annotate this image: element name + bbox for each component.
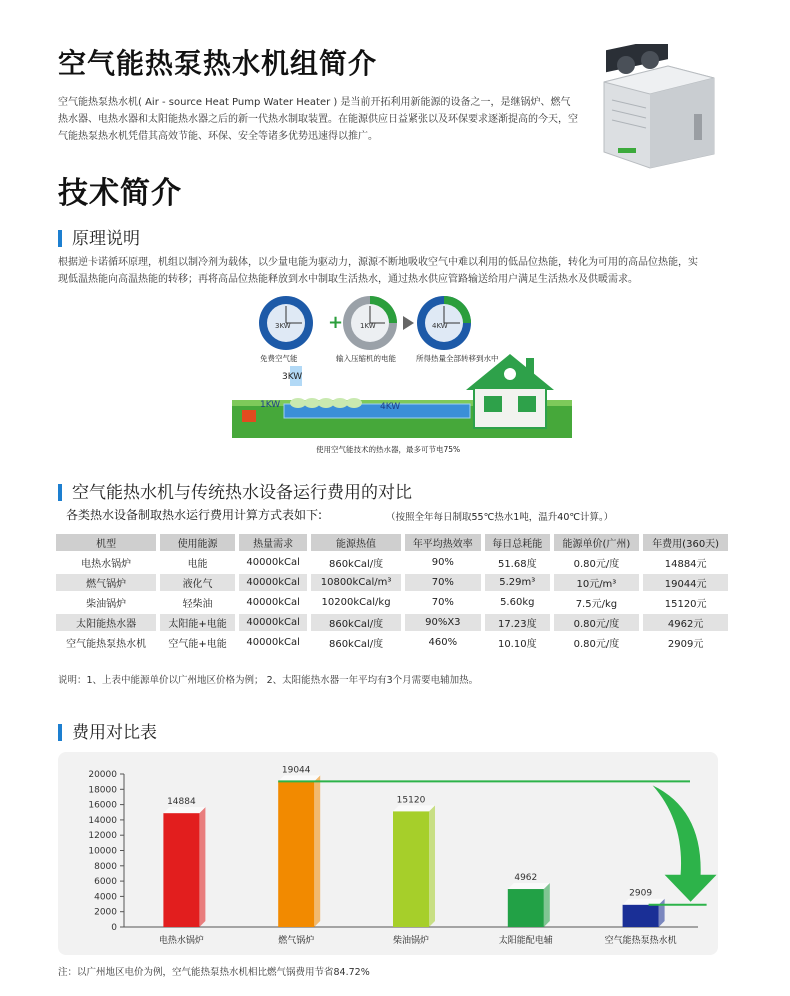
x-category-label: 柴油锅炉: [392, 936, 430, 946]
bar-value-label: 2909: [629, 888, 653, 899]
table-cell: 电能: [187, 559, 208, 570]
table-cell: 液化气: [160, 574, 235, 591]
table-cell: 860kCal/度: [311, 614, 400, 631]
table-cell: 51.68度: [497, 559, 537, 570]
table-cell: 空气能+电能: [168, 639, 227, 650]
principle-diagram-svg: [220, 292, 580, 460]
x-category-label: 太阳能配电辅: [498, 936, 553, 946]
bar-value-label: 4962: [514, 873, 538, 884]
table-row: [56, 634, 728, 651]
table-cell: 70%: [431, 597, 454, 608]
cost-bar-chart: [58, 752, 718, 955]
comparison-heading: [58, 478, 412, 503]
table-cell: 40000kCal: [239, 614, 308, 631]
principle-paragraph: 根据逆卡诺循环原理，机组以制冷剂为载体，以少量电能为驱动力，源源不断地吸收空气中难以利用的低品位热能，转化为可用的高品位热能，实现低温热能向高温热能的转移；再将高品位热能释放到水中制取生活热水，通过热水供应管路输送给用户满足生活热水及供暖需求。: [58, 257, 698, 285]
bar-value-label: 15120: [396, 795, 426, 806]
bar-side: [199, 807, 205, 927]
cost-table: [52, 531, 732, 654]
gauge-water-value: 4KW: [432, 322, 448, 330]
column-header: 年费用(360天): [643, 534, 728, 551]
table-cell: 40000kCal: [246, 557, 300, 568]
heat-pump-unit-image: [598, 44, 720, 170]
water-kw-label: 4KW: [380, 402, 401, 412]
table-cell: 太阳能+电能: [160, 614, 235, 631]
table-cell: 40000kCal: [246, 637, 300, 648]
table-note: 说明：1、上表中能源单价以广州地区价格为例； 2、太阳能热水器一年平均有3个月需要电辅加热。: [58, 675, 479, 686]
column-header: 每日总耗能: [485, 534, 549, 551]
bar-top: [393, 805, 435, 811]
bar-top: [163, 807, 205, 813]
comparison-condition: （按照全年每日制取55℃热水1吨，温升40℃计算。）: [386, 512, 614, 523]
column-header: 热量需求: [239, 534, 308, 551]
table-row: [56, 594, 728, 611]
bar: [278, 781, 314, 927]
table-cell: 70%: [405, 574, 481, 591]
cost-chart-heading: [58, 718, 157, 743]
chart-footnote: 注：以广州地区电价为例，空气能热泵热水机相比燃气锅费用节省84.72%: [58, 967, 370, 978]
column-header: 使用能源: [160, 534, 235, 551]
bar: [163, 813, 199, 927]
table-cell: 90%: [431, 557, 454, 568]
bar-side: [314, 775, 320, 927]
table-cell: 轻柴油: [182, 599, 213, 610]
principle-heading: [58, 224, 140, 249]
table-cell: 4962元: [643, 614, 728, 631]
table-row: [56, 614, 728, 631]
table-cell: 19044元: [643, 574, 728, 591]
gauge-air-value: 3KW: [275, 322, 291, 330]
savings-arrow-icon: [653, 785, 717, 901]
table-cell: 40000kCal: [246, 597, 300, 608]
y-tick-label: 2000: [94, 907, 117, 918]
y-tick-label: 8000: [94, 861, 117, 872]
column-header: 能源热值: [311, 534, 400, 551]
table-row: [56, 554, 728, 571]
column-header: 年平均热效率: [405, 534, 481, 551]
principle-heading-text: 原理说明: [72, 229, 140, 249]
page-title: 空气能热泵热水机组简介: [58, 47, 378, 80]
table-cell: 860kCal/度: [328, 559, 384, 570]
gauge-electric-caption: 输入压缩机的电能: [336, 354, 396, 363]
chart-panel: [58, 752, 718, 955]
table-cell: 7.5元/kg: [575, 599, 618, 610]
y-tick-label: 6000: [94, 877, 117, 888]
table-cell: 0.80元/度: [573, 559, 620, 570]
table-cell: 14884元: [664, 559, 707, 570]
column-header: 机型: [56, 534, 156, 551]
table-cell: 10200kCal/kg: [321, 597, 391, 608]
y-tick-label: 20000: [88, 770, 117, 780]
table-cell: 15120元: [664, 599, 707, 610]
compressor-box: [242, 410, 256, 422]
arrow-icon: [403, 316, 414, 330]
table-cell: 0.80元/度: [554, 614, 640, 631]
gauge-electric-value: 1KW: [360, 322, 376, 330]
table-cell: 10元/m³: [554, 574, 640, 591]
y-tick-label: 10000: [88, 846, 117, 857]
y-tick-label: 4000: [94, 892, 117, 903]
electric-kw-label: 1KW: [260, 400, 281, 410]
house-icon: [466, 354, 554, 428]
section-bar: [58, 484, 62, 501]
table-row: [56, 574, 728, 591]
table-cell: 40000kCal: [239, 574, 308, 591]
table-cell: 空气能热泵热水机: [66, 639, 147, 650]
y-tick-label: 16000: [88, 800, 117, 811]
principle-diagram: [220, 292, 580, 460]
bar-side: [429, 805, 435, 927]
table-cell: 460%: [428, 637, 458, 648]
comparison-subtitle: 各类热水设备制取热水运行费用计算方式表如下:: [66, 508, 323, 522]
table-cell: 860kCal/度: [328, 639, 384, 650]
table-header-row: [56, 534, 728, 551]
table-cell: 0.80元/度: [573, 639, 620, 650]
table-cell: 10.10度: [497, 639, 537, 650]
table-cell: 电热水锅炉: [81, 559, 132, 570]
x-category-label: 电热水锅炉: [158, 936, 204, 946]
bar-value-label: 19044: [281, 765, 311, 776]
plus-sign: +: [328, 312, 344, 333]
y-tick-label: 14000: [88, 815, 117, 826]
table-cell: 10800kCal/m³: [311, 574, 400, 591]
bar-side: [544, 883, 550, 927]
cost-chart-heading-text: 费用对比表: [72, 723, 157, 743]
gauge-water-caption: 所得热量全部转移到水中: [416, 354, 499, 363]
column-header: 能源单价(广州): [554, 534, 640, 551]
table-cell: 燃气锅炉: [56, 574, 156, 591]
bar-value-label: 14884: [167, 797, 196, 808]
bar-top: [508, 883, 550, 889]
bar: [623, 905, 659, 927]
y-tick-label: 12000: [88, 831, 117, 842]
section-bar: [58, 230, 62, 247]
comparison-heading-text: 空气能热水机与传统热水设备运行费用的对比: [72, 483, 412, 503]
y-tick-label: 18000: [88, 785, 117, 796]
table-cell: 5.60kg: [500, 597, 535, 608]
table-cell: 2909元: [667, 639, 704, 650]
bar: [508, 889, 544, 927]
air-kw-label: 3KW: [282, 372, 303, 382]
table-cell: 17.23度: [485, 614, 549, 631]
table-cell: 90%X3: [405, 614, 481, 631]
x-category-label: 空气能热泵热水机: [604, 936, 677, 946]
table-cell: 太阳能热水器: [56, 614, 156, 631]
intro-paragraph: 空气能热泵热水机( Air - source Heat Pump Water Heater ) 是当前开拓利用新能源的设备之一，是继锅炉、燃气热水器、电热水器和太阳能热水器之后的新一代热水制取装置。在能源供应日益紧张以及环保要求逐渐提高的今天，空气能热泵热水机凭借其高效节能、环保、安全等诸多优势迅速得以推广。: [58, 97, 578, 142]
pipe-coil: [290, 398, 362, 408]
x-category-label: 燃气锅炉: [278, 936, 315, 946]
diagram-caption: 使用空气能技术的热水器，最多可节电75%: [316, 445, 461, 454]
section-bar: [58, 724, 62, 741]
gauge-air-caption: 免费空气能: [260, 354, 298, 363]
table-cell: 柴油锅炉: [86, 599, 127, 610]
y-tick-label: 0: [111, 923, 117, 933]
table-cell: 5.29m³: [485, 574, 549, 591]
bar: [393, 811, 429, 927]
tech-title: 技术简介: [58, 176, 182, 211]
